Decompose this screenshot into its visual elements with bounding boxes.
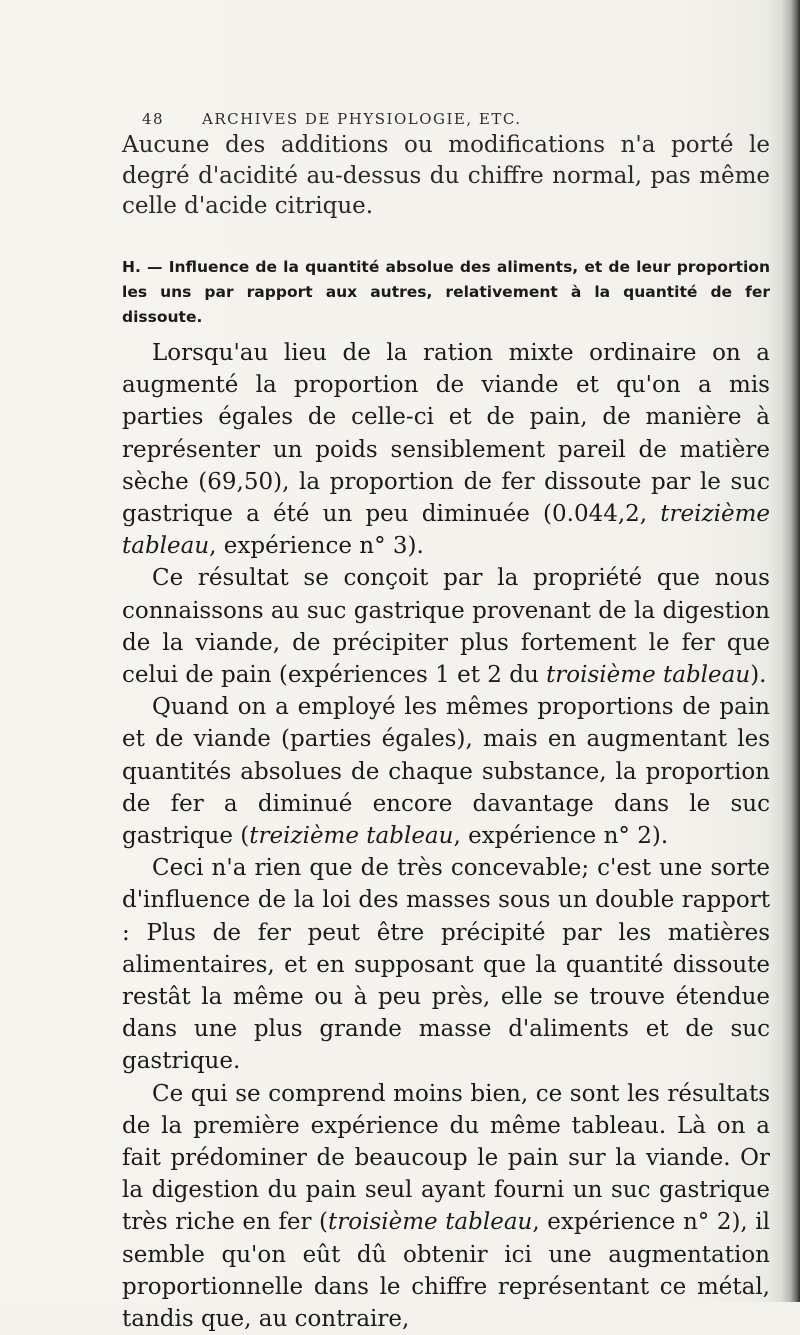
paragraph-text: Ce résultat se conçoit par la propriété que nous connaissons au suc gastrique provenant de la digestion de la viande, de précipiter plus fortement le fer que celui de pain (expériences 1 et 2 du — [122, 565, 770, 689]
page-number: 48 — [142, 110, 165, 128]
section-title: Influence de la quantité absolue des aliments, et de leur proportion les uns par rapport aux autres, relativement à la quantité de fer dissoute. — [122, 258, 770, 326]
paragraph — [122, 337, 770, 562]
page-edge-shadow — [782, 0, 800, 1302]
table-reference: treizième tableau — [122, 501, 770, 560]
paragraph-text: ). — [750, 662, 767, 689]
section-letter: H. — [122, 258, 141, 276]
table-reference: troisième tableau — [328, 1209, 533, 1236]
intro-paragraph — [122, 130, 770, 222]
paragraph — [122, 562, 770, 691]
intro-text: Aucune des additions ou modifications n'a porté le degré d'acidité au-dessus du chiffre normal, pas même celle d'acide citrique. — [122, 132, 770, 219]
section-dash: — — [147, 258, 163, 276]
paragraph-text: Ce qui se comprend moins bien, ce sont les résultats de la première expérience du même tableau. Là on a fait prédominer de beaucoup le pain sur la viande. Or la digestion du pain seul ayant fourni un suc gastrique très riche en fer ( — [122, 1080, 770, 1236]
paragraph-text: , expérience n° 2), il semble qu'on eût dû obtenir ici une augmentation proportionnelle dans le chiffre représentant ce métal, tandis que, au contraire, — [122, 1209, 770, 1333]
paragraph-text: Quand on a employé les mêmes proportions de pain et de viande (parties égales), mais en augmentant les quantités absolues de chaque substance, la proportion de fer a diminué encore davantage dans le suc gastrique ( — [122, 694, 770, 850]
table-reference: treizième tableau — [249, 823, 454, 850]
paragraph — [122, 852, 770, 1077]
section-heading — [122, 255, 770, 330]
paragraph — [122, 691, 770, 852]
table-reference: troisième tableau — [546, 662, 751, 689]
paragraph-text: Lorsqu'au lieu de la ration mixte ordinaire on a augmenté la proportion de viande et qu'on a mis parties égales de celle-ci et de pain, de manière à représenter un poids sensiblement pareil de matière sèche (69,50), la proportion de fer dissoute par le suc gastrique a été un peu diminuée (0.044,2, — [122, 340, 770, 528]
paragraph-text: Ceci n'a rien que de très concevable; c'est une sorte d'influence de la loi des masses sous un double rapport : Plus de fer peut être précipité par les matières alimentaires, et en supposant que la quantité dissoute restât la même ou à peu près, elle se trouve étendue dans une plus grande masse d'aliments et de suc gastrique. — [122, 855, 770, 1075]
paragraph-text: , expérience n° 3). — [209, 533, 424, 560]
paragraph — [122, 1078, 770, 1335]
paragraph-text: , expérience n° 2). — [453, 823, 669, 850]
body-text — [122, 337, 770, 1335]
running-title: ARCHIVES DE PHYSIOLOGIE, ETC. — [202, 110, 522, 128]
